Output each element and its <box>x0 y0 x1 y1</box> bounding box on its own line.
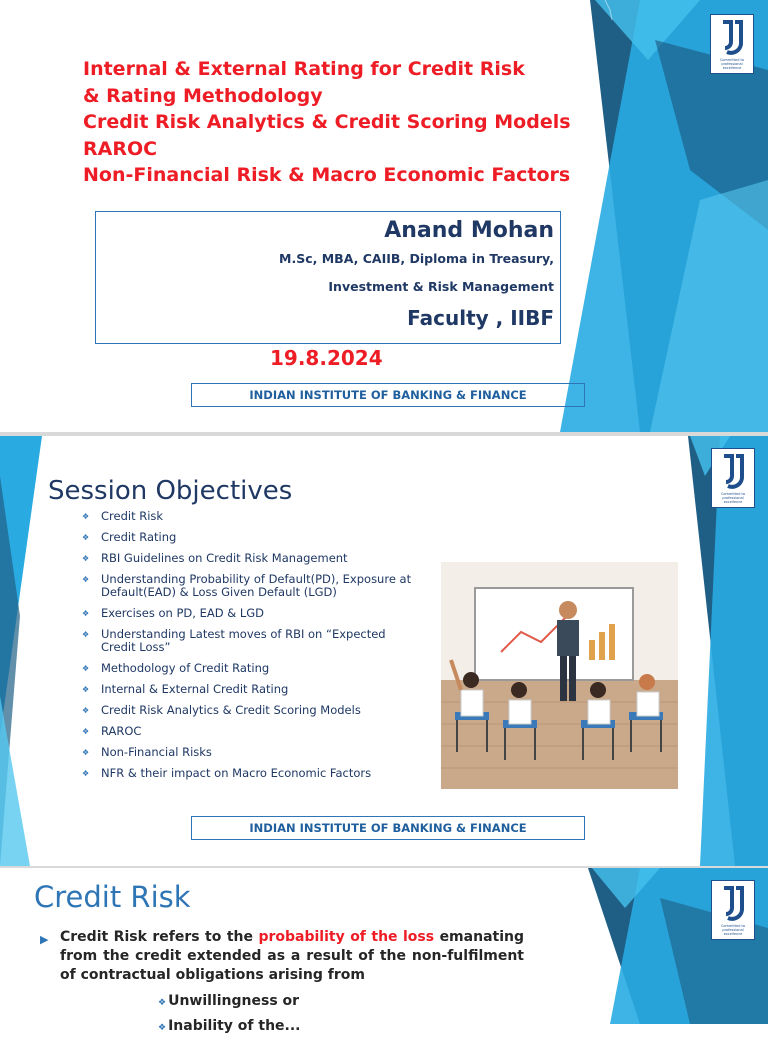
logo-tagline: Committed to professional excellence <box>720 924 746 936</box>
title-line: Internal & External Rating for Credit Risk <box>83 58 525 80</box>
iibf-logo <box>711 880 755 940</box>
diamond-bullet-icon: ❖ <box>82 685 90 694</box>
diamond-bullet-icon: ❖ <box>82 630 90 639</box>
diamond-bullet-icon: ❖ <box>82 748 90 757</box>
list-item: ❖ NFR & their impact on Macro Economic Factors <box>82 766 372 780</box>
credit-risk-slide <box>0 868 768 1034</box>
diamond-bullet-icon: ❖ <box>82 512 90 521</box>
presenter-box <box>95 211 561 344</box>
list-item: ❖ RAROC <box>82 724 142 738</box>
list-item: ❖ Credit Rating <box>82 530 177 544</box>
diamond-bullet-icon: ❖ <box>82 575 90 584</box>
title-line: Credit Risk Analytics & Credit Scoring Models <box>83 111 571 133</box>
list-item: ❖ Methodology of Credit Rating <box>82 661 270 675</box>
diamond-bullet-icon: ❖ <box>82 664 90 673</box>
diamond-bullet-icon: ❖ <box>158 1023 167 1033</box>
presentation-date: 19.8.2024 <box>270 346 383 370</box>
list-item: ❖ Unwillingness or <box>158 993 300 1009</box>
highlight-text: probability of the loss <box>258 929 435 945</box>
list-item: ❖ RBI Guidelines on Credit Risk Management <box>82 551 348 565</box>
diamond-bullet-icon: ❖ <box>82 706 90 715</box>
classroom-illustration <box>441 562 678 789</box>
objectives-list <box>82 510 412 788</box>
list-item: ❖ Internal & External Credit Rating <box>82 682 289 696</box>
logo-tagline: Committed to professional excellence <box>719 58 745 70</box>
presenter-role: Faculty , IIBF <box>407 306 554 330</box>
institute-footer: INDIAN INSTITUTE OF BANKING & FINANCE <box>191 383 585 407</box>
slide-title: Credit Risk <box>34 880 191 914</box>
list-item: ❖ Understanding Probability of Default(PD), Exposure at Default(EAD) & Loss Given Default (LGD) <box>82 572 412 599</box>
iibf-logo-icon <box>718 453 748 489</box>
credit-risk-definition: ▶ Credit Risk refers to the probability of the loss emanating from the credit extended as a result of the non-fulfilment of contractual obligations arising from <box>40 929 524 983</box>
slide-title <box>83 56 571 189</box>
iibf-logo-icon <box>718 885 748 921</box>
presenter-name: Anand Mohan <box>384 218 554 243</box>
diamond-bullet-icon: ❖ <box>158 998 167 1008</box>
iibf-logo-icon <box>717 19 747 55</box>
presenter-credentials: Investment & Risk Management <box>328 279 554 294</box>
diamond-bullet-icon: ❖ <box>82 727 90 736</box>
list-item: ❖ Exercises on PD, EAD & LGD <box>82 606 265 620</box>
institute-footer: INDIAN INSTITUTE OF BANKING & FINANCE <box>191 816 585 840</box>
diamond-bullet-icon: ❖ <box>82 769 90 778</box>
presenter-credentials: M.Sc, MBA, CAIIB, Diploma in Treasury, <box>279 251 554 266</box>
diamond-bullet-icon: ❖ <box>82 533 90 542</box>
title-line: & Rating Methodology <box>83 84 323 107</box>
title-line: Non-Financial Risk & Macro Economic Factors <box>83 164 571 186</box>
title-line: RAROC <box>83 137 158 160</box>
list-item: ❖ Credit Risk Analytics & Credit Scoring Models <box>82 703 361 717</box>
list-item: ❖ Inability of the... <box>158 1018 301 1034</box>
list-item: ❖ Non-Financial Risks <box>82 745 212 759</box>
title-slide <box>0 0 768 432</box>
iibf-logo <box>710 14 754 74</box>
diamond-bullet-icon: ❖ <box>82 554 90 563</box>
list-item: ❖ Understanding Latest moves of RBI on “Expected Credit Loss” <box>82 627 386 654</box>
objectives-slide <box>0 436 768 866</box>
list-item: ❖ Credit Risk <box>82 509 164 523</box>
diamond-bullet-icon: ❖ <box>82 609 90 618</box>
triangle-arrow-icon: ▶ <box>40 933 49 946</box>
credit-risk-causes <box>158 992 301 1042</box>
iibf-logo <box>711 448 755 508</box>
slide-title: Session Objectives <box>48 476 293 506</box>
logo-tagline: Committed to professional excellence <box>720 492 746 504</box>
